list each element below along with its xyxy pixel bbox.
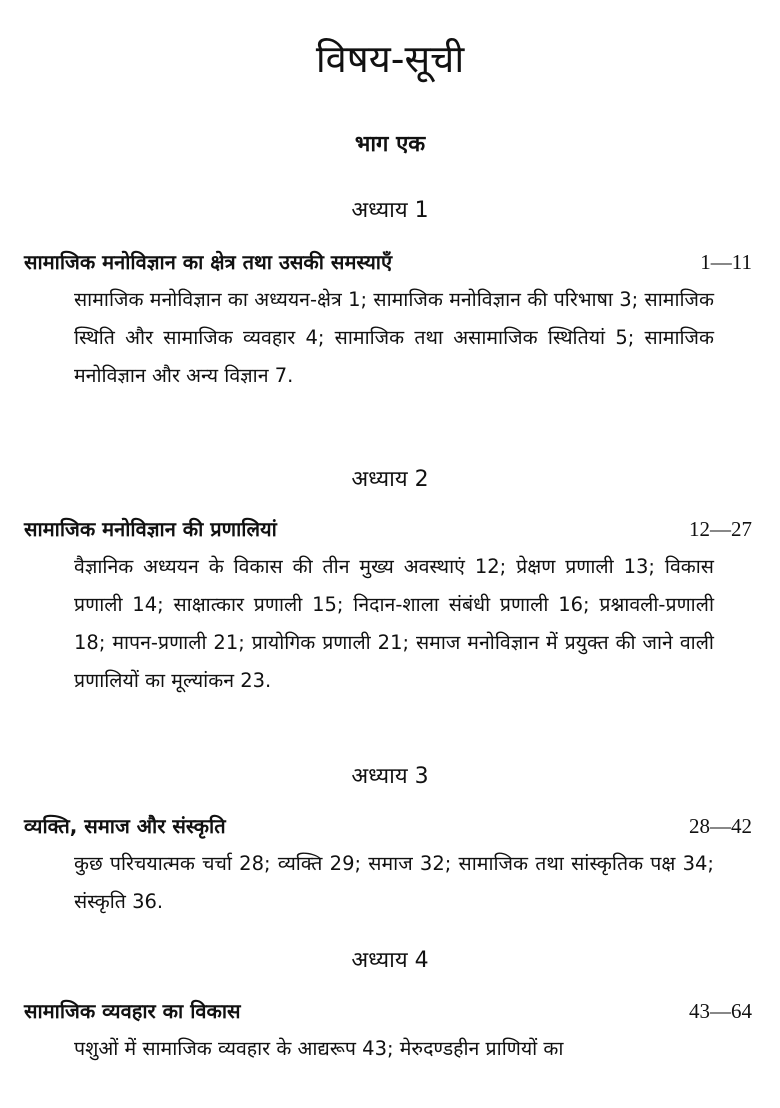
chapter-4-title: सामाजिक व्यवहार का विकास xyxy=(24,999,241,1023)
chapter-3-description: कुछ परिचयात्मक चर्चा 28; व्यक्ति 29; समाज 32; सामाजिक तथा सांस्कृतिक पक्ष 34; संस्कृति 36. xyxy=(74,852,714,913)
page-title: विषय-सूची xyxy=(315,37,465,81)
chapter-3-heading xyxy=(24,812,752,839)
chapter-2-label: अध्याय 2 xyxy=(351,467,429,492)
chapter-3-label: अध्याय 3 xyxy=(351,764,429,789)
chapter-1-pages: 1—11 xyxy=(700,250,752,274)
chapter-4-pages: 43—64 xyxy=(689,999,752,1023)
chapter-2-title: सामाजिक मनोविज्ञान की प्रणालियां xyxy=(24,517,277,541)
chapter-4-label: अध्याय 4 xyxy=(351,948,429,973)
chapter-3-pages: 28—42 xyxy=(689,814,752,838)
chapter-4-heading xyxy=(24,997,752,1024)
chapter-2-pages: 12—27 xyxy=(689,517,752,541)
chapter-2-heading xyxy=(24,515,752,542)
chapter-1-title: सामाजिक मनोविज्ञान का क्षेत्र तथा उसकी समस्याएँ xyxy=(24,250,393,274)
chapter-1-description: सामाजिक मनोविज्ञान का अध्ययन-क्षेत्र 1; सामाजिक मनोविज्ञान की परिभाषा 3; सामाजिक स्थिति और सामाजिक व्यवहार 4; सामाजिक तथा असामाजिक स्थितियां 5; सामाजिक मनोविज्ञान और अन्य विज्ञान 7. xyxy=(74,288,714,387)
chapter-3-title: व्यक्ति, समाज और संस्कृति xyxy=(24,814,226,838)
chapter-2-description: वैज्ञानिक अध्ययन के विकास की तीन मुख्य अवस्थाएं 12; प्रेक्षण प्रणाली 13; विकास प्रणाली 14; साक्षात्कार प्रणाली 15; निदान-शाला संबंधी प्रणाली 16; प्रश्नावली-प्रणाली 18; मापन-प्रणाली 21; प्रायोगिक प्रणाली 21; समाज मनोविज्ञान में प्रयुक्त की जाने वाली प्रणालियों का मूल्यांकन 23. xyxy=(74,555,714,692)
chapter-1-heading xyxy=(24,248,752,275)
part-heading: भाग एक xyxy=(354,132,426,157)
chapter-1-label: अध्याय 1 xyxy=(351,198,429,223)
chapter-4-description: पशुओं में सामाजिक व्यवहार के आद्यरूप 43; मेरुदण्डहीन प्राणियों का xyxy=(74,1037,564,1060)
